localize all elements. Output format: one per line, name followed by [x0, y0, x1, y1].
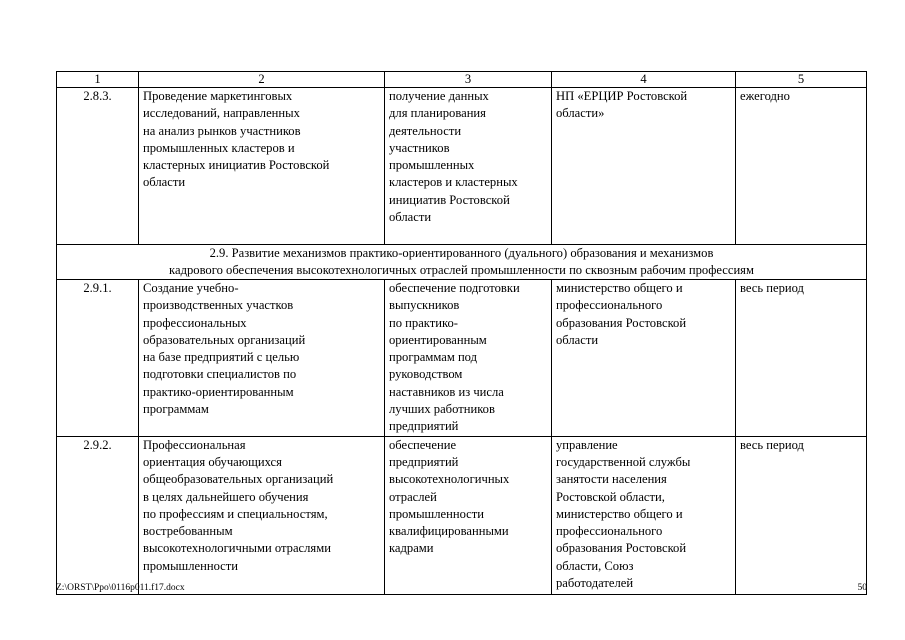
section-row — [57, 245, 867, 280]
table-row — [57, 88, 867, 245]
item-action: Профессиональная ориентация обучающихся общеобразовательных организаций в целях дальнейшего обучения по профессиям и специальностям, востребованным высокотехнологичными отраслями промышленности — [139, 436, 385, 594]
item-result: обеспечение подготовки выпускников по практико- ориентированным программам под руководством наставников из числа лучших работников предприятий — [385, 280, 552, 437]
file-path: Z:\ORST\Ppo\0116p011.f17.docx — [56, 583, 185, 593]
item-executor: НП «ЕРЦИР Ростовской области» — [552, 88, 736, 245]
column-number-1: 1 — [57, 72, 139, 88]
item-term: ежегодно — [736, 88, 867, 245]
section-heading: 2.9. Развитие механизмов практико-ориентированного (дуального) образования и механизмов кадрового обеспечения высокотехнологичных отраслей промышленности по сквозным рабочим профессиям — [57, 245, 867, 280]
item-action: Создание учебно- производственных участков профессиональных образовательных организаций на базе предприятий с целью подготовки специалистов по практико-ориентированным программам — [139, 280, 385, 437]
measures-table — [56, 71, 867, 595]
item-term: весь период — [736, 280, 867, 437]
item-number: 2.8.3. — [57, 88, 139, 245]
column-number-2: 2 — [139, 72, 385, 88]
page-number: 50 — [857, 583, 867, 593]
item-action: Проведение маркетинговых исследований, направленных на анализ рынков участников промышленных кластеров и кластерных инициатив Ростовской области — [139, 88, 385, 245]
column-number-5: 5 — [736, 72, 867, 88]
item-result: обеспечение предприятий высокотехнологичных отраслей промышленности квалифицированными кадрами — [385, 436, 552, 594]
header-row — [57, 72, 867, 88]
item-number: 2.9.2. — [57, 436, 139, 594]
item-term: весь период — [736, 436, 867, 594]
column-number-4: 4 — [552, 72, 736, 88]
item-executor: министерство общего и профессионального образования Ростовской области — [552, 280, 736, 437]
item-result: получение данных для планирования деятельности участников промышленных кластеров и кластерных инициатив Ростовской области — [385, 88, 552, 245]
item-executor: управление государственной службы занятости населения Ростовской области, министерство общего и профессионального образования Ростовской области, Союз работодателей — [552, 436, 736, 594]
column-number-3: 3 — [385, 72, 552, 88]
table-row — [57, 436, 867, 594]
table-row — [57, 280, 867, 437]
item-number: 2.9.1. — [57, 280, 139, 437]
